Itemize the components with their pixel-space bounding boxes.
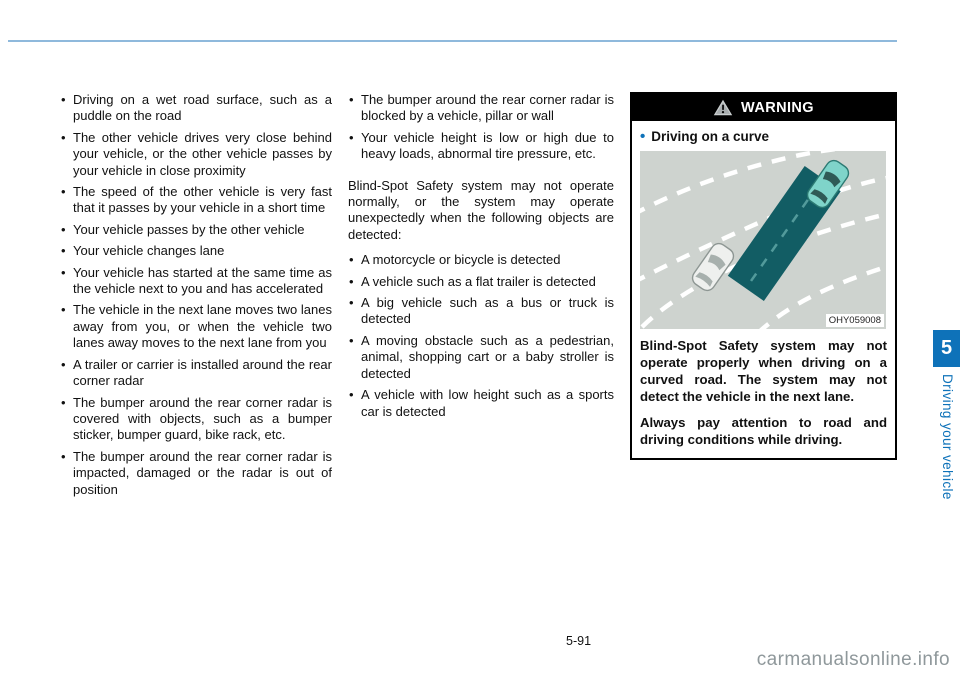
object-item: • A vehicle such as a flat trailer is detected: [348, 274, 614, 290]
object-item: • A vehicle with low height such as a sports car is detected: [348, 387, 614, 420]
condition-item: • Your vehicle has started at the same time as the vehicle next to you and has accelerated: [60, 265, 332, 298]
object-item: • A moving obstacle such as a pedestrian, animal, shopping cart or a baby stroller is detected: [348, 333, 614, 382]
warning-body-text-1: Blind-Spot Safety system may not operate properly when driving on a curved road. The system may not detect the vehicle in the next lane.: [640, 338, 887, 404]
chapter-title-vertical: Driving your vehicle: [940, 374, 955, 500]
condition-item: • The bumper around the rear corner radar is covered with objects, such as a bumper sticker, bumper guard, bike rack, etc.: [60, 395, 332, 444]
curve-road-illustration: [640, 151, 886, 329]
warning-body-text-2: Always pay attention to road and driving conditions while driving.: [640, 415, 887, 447]
condition-item: • The vehicle in the next lane moves two lanes away from you, or when the vehicle two lanes away moves to the next lane from you: [60, 302, 332, 351]
condition-item: • Driving on a wet road surface, such as a puddle on the road: [60, 92, 332, 125]
condition-item: • Your vehicle changes lane: [60, 243, 332, 259]
object-item: • A motorcycle or bicycle is detected: [348, 252, 614, 268]
column-left: [60, 92, 332, 503]
radar-blocked-conditions-list: [348, 92, 614, 163]
condition-item: • Your vehicle passes by the other vehicle: [60, 222, 332, 238]
condition-item: • The bumper around the rear corner radar is blocked by a vehicle, pillar or wall: [348, 92, 614, 125]
warning-content: [632, 121, 895, 458]
detected-objects-intro: Blind-Spot Safety system may not operate normally, or the system may operate unexpectedly when the following objects are detected:: [348, 177, 614, 242]
condition-item: • The bumper around the rear corner radar is impacted, damaged or the radar is out of position: [60, 449, 332, 498]
chapter-number-tab: 5: [933, 330, 960, 367]
condition-item: • A trailer or carrier is installed around the rear corner radar: [60, 357, 332, 390]
false-alarm-conditions-list: [60, 92, 332, 498]
condition-item: • Your vehicle height is low or high due to heavy loads, abnormal tire pressure, etc.: [348, 130, 614, 163]
image-caption: OHY059008: [826, 314, 884, 327]
curve-illustration: [640, 151, 886, 329]
bullet-icon: •: [640, 128, 646, 145]
detected-objects-list: [348, 252, 614, 420]
warning-triangle-icon: [713, 99, 733, 116]
warning-topic: [640, 129, 887, 144]
warning-topic-label: Driving on a curve: [651, 129, 770, 144]
page-number: 5-91: [566, 634, 592, 648]
condition-item: • The other vehicle drives very close behind your vehicle, or the other vehicle passes by your vehicle in close proximity: [60, 130, 332, 179]
watermark: carmanualsonline.info: [756, 649, 950, 670]
condition-item: • The speed of the other vehicle is very fast that it passes by your vehicle in a short time: [60, 184, 332, 217]
column-middle: [348, 92, 614, 425]
warning-title: WARNING: [741, 99, 814, 116]
top-divider-rule: [8, 40, 897, 42]
warning-header: [632, 94, 895, 121]
object-item: • A big vehicle such as a bus or truck is detected: [348, 295, 614, 328]
warning-box: [630, 92, 897, 460]
